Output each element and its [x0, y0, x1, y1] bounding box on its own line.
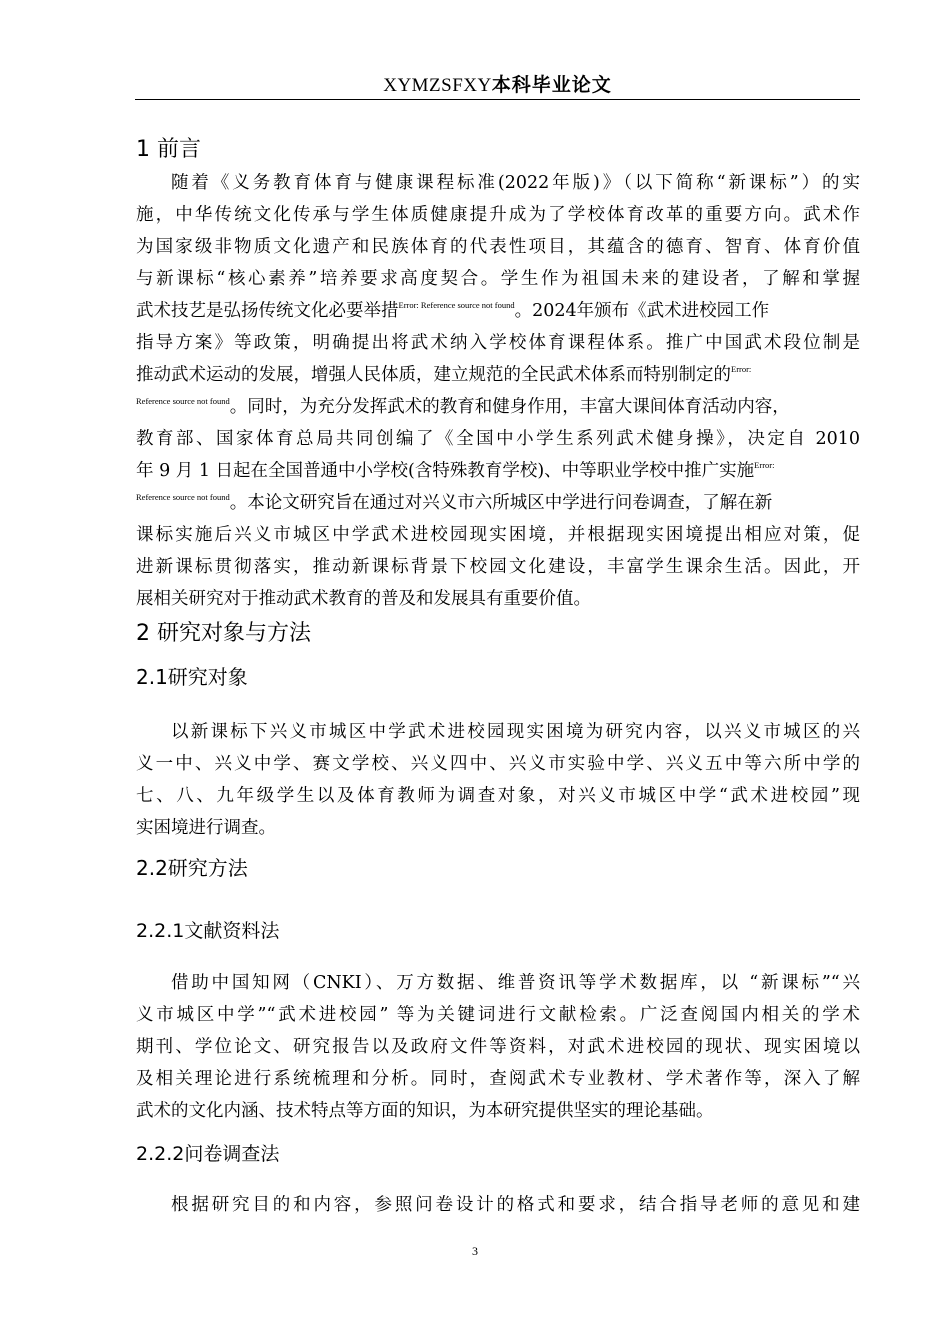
section-2-heading: 2 研究对象与方法 — [136, 621, 311, 646]
intro-line — [136, 455, 860, 487]
literature-line: 期刊、学位论文、研究报告以及政府文件等资料，对武术进校园的现状、现实困境以 — [136, 1037, 860, 1057]
literature-line: 义市城区中学”“武术进校园” 等为关键词进行文献检索。广泛查阅国内相关的学术 — [136, 1005, 860, 1025]
objects-line: 七、八、九年级学生以及体育教师为调查对象，对兴义市城区中学“武术进校园”现 — [136, 786, 860, 806]
questionnaire-paragraph — [136, 1189, 860, 1221]
intro-text: 武术技艺是弘扬传统文化必要举措 — [136, 301, 399, 321]
intro-text: 推动武术运动的发展，增强人民体质，建立规范的全民武术体系而特别制定的 — [136, 365, 731, 385]
intro-line: 课标实施后兴义市城区中学武术进校园现实困境，并根据现实困境提出相应对策，促 — [136, 525, 860, 545]
objects-line: 实困境进行调查。 — [136, 818, 276, 838]
intro-line: 为国家级非物质文化遗产和民族体育的代表性项目，其蕴含的德育、智育、体育价值 — [136, 237, 860, 257]
section-2-1-heading: 2.1研究对象 — [136, 665, 248, 689]
intro-line — [136, 295, 860, 327]
intro-line — [136, 487, 860, 519]
intro-line: 施，中华传统文化传承与学生体质健康提升成为了学校体育改革的重要方向。武术作 — [136, 205, 860, 225]
intro-text: 年 9 月 1 日起在全国普通中小学校(含特殊教育学校)、中等职业学校中推广实施 — [136, 461, 755, 481]
header-title: 本科毕业论文 — [491, 74, 612, 96]
intro-line: 进新课标贯彻落实，推动新课标背景下校园文化建设，丰富学生课余生活。因此，开 — [136, 557, 860, 577]
intro-text: 。2024年颁布《武术进校园工作 — [514, 301, 770, 321]
section-2-2-2-heading: 2.2.2问卷调查法 — [136, 1143, 280, 1165]
intro-line — [136, 359, 860, 391]
literature-line: 及相关理论进行系统梳理和分析。同时，查阅武术专业教材、学术著作等，深入了解 — [136, 1069, 860, 1089]
reference-error: Error: — [754, 460, 775, 470]
objects-line: 义一中、兴义中学、赛文学校、兴义四中、兴义市实验中学、兴义五中等六所中学的 — [136, 754, 860, 774]
intro-paragraph — [136, 167, 860, 615]
reference-error: Error: Reference source not found — [398, 300, 515, 310]
section-1-heading: 1 前言 — [136, 137, 201, 162]
section-2-2-heading: 2.2研究方法 — [136, 856, 248, 880]
header-rule — [135, 99, 860, 100]
intro-line: 与新课标“核心素养”培养要求高度契合。学生作为祖国未来的建设者，了解和掌握 — [136, 269, 860, 289]
literature-line: 武术的文化内涵、技术特点等方面的知识，为本研究提供坚实的理论基础。 — [136, 1101, 714, 1121]
reference-error-cont: Reference source not found — [136, 492, 230, 502]
reference-error-cont: Reference source not found — [136, 396, 230, 406]
literature-paragraph — [136, 967, 860, 1127]
section-2-2-1-heading: 2.2.1文献资料法 — [136, 920, 280, 942]
intro-line — [136, 391, 860, 423]
intro-text: 。同时，为充分发挥武术的教育和健身作用，丰富大课间体育活动内容， — [229, 397, 790, 417]
header-code: XYMZSFXY — [383, 75, 492, 96]
intro-line: 指导方案》等政策，明确提出将武术纳入学校体育课程体系。推广中国武术段位制是 — [136, 333, 860, 353]
page-number: 3 — [472, 1244, 478, 1258]
literature-line: 借助中国知网（CNKI）、万方数据、维普资讯等学术数据库，以 “新课标”“兴 — [171, 973, 860, 993]
intro-line: 教育部、国家体育总局共同创编了《全国中小学生系列武术健身操》，决定自 2010 — [136, 429, 860, 449]
intro-text: 。本论文研究旨在通过对兴义市六所城区中学进行问卷调查，了解在新 — [229, 493, 773, 513]
intro-line: 随着《义务教育体育与健康课程标准(2022年版)》（以下简称“新课标”）的实 — [171, 173, 860, 193]
objects-line: 以新课标下兴义市城区中学武术进校园现实困境为研究内容，以兴义市城区的兴 — [171, 722, 860, 742]
questionnaire-line: 根据研究目的和内容，参照问卷设计的格式和要求，结合指导老师的意见和建 — [171, 1195, 860, 1215]
objects-paragraph — [136, 716, 860, 844]
page-header — [135, 72, 860, 98]
intro-line: 展相关研究对于推动武术教育的普及和发展具有重要价值。 — [136, 589, 591, 609]
reference-error: Error: — [731, 364, 752, 374]
